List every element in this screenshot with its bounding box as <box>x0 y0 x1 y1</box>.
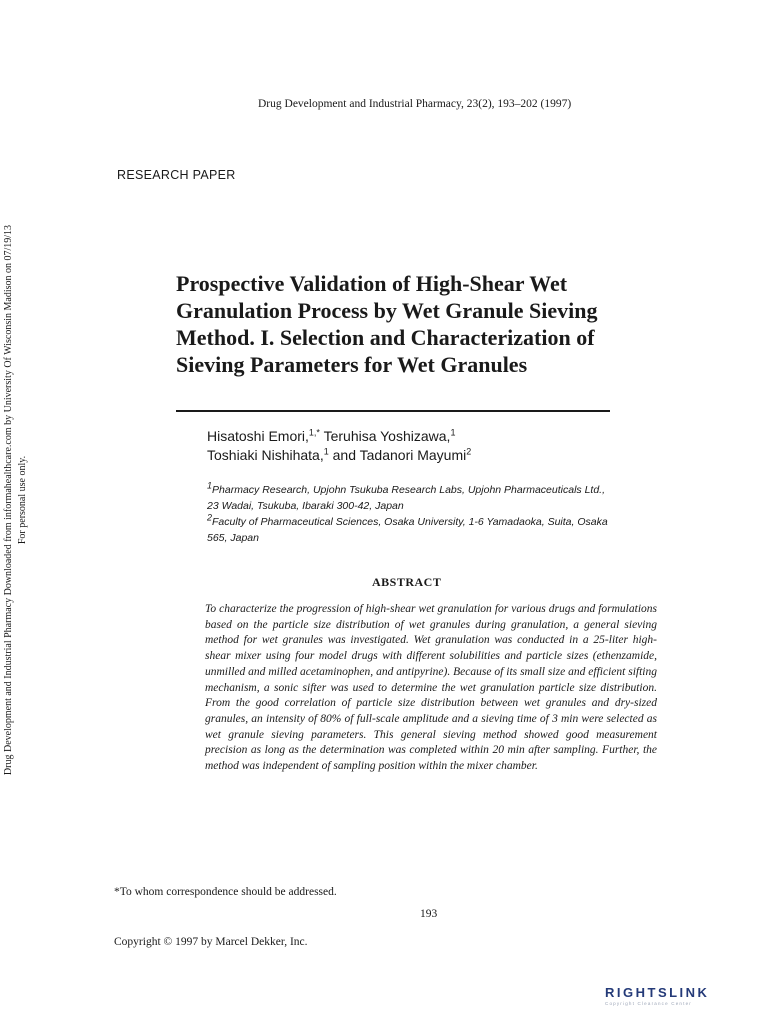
section-label: RESEARCH PAPER <box>117 168 236 182</box>
copyright-notice: Copyright © 1997 by Marcel Dekker, Inc. <box>114 936 308 948</box>
author-list <box>207 427 471 465</box>
correspondence-footnote: *To whom correspondence should be addressed. <box>114 886 337 898</box>
author-nishihata-affiliation-mark: 1 <box>323 446 329 457</box>
rightslink-tagline: Copyright Clearance Center <box>605 1001 692 1006</box>
author-emori: Hisatoshi Emori, <box>207 428 309 444</box>
author-line-2 <box>207 446 471 465</box>
page-number: 193 <box>420 908 438 920</box>
author-yoshizawa-affiliation-mark: 1 <box>450 427 456 438</box>
abstract-text: To characterize the progression of high-shear wet granulation for various drugs and formulations based on the particle size distribution of wet granules during granulation, a general sieving method for wet granules was investigated. Wet granulation was conducted in a 25-liter high-shear mixer using four model drugs with different solubilities and particle sizes (ethenzamide, unmilled and milled acetaminophen, and antipyrine). Because of its small size and efficient sifting mechanism, a sonic sifter was used to determine the wet granulation particle size distribution. From the good correlation of particle size distribution between wet granules and dry-sized granules, an intensity of 80% of full-scale amplitude and a sieving time of 3 min were selected as wet granule sieving parameters. This general sieving method showed good measurement precision as long as the determination was completed within 20 min after sampling. Further, the method was independent of sampling position within the mixer chamber. <box>205 603 657 773</box>
author-mayumi-affiliation-mark: 2 <box>466 446 472 457</box>
side-banner-line2: For personal use only. <box>17 455 28 545</box>
author-emori-affiliation-mark: 1,* <box>308 427 320 438</box>
affiliation-2-text: Faculty of Pharmaceutical Sciences, Osaka University, 1-6 Yamadaoka, Suita, Osaka 565, Japan <box>207 516 608 544</box>
author-mayumi: Tadanori Mayumi <box>359 447 467 463</box>
author-conjunction: and <box>332 447 356 463</box>
side-download-banner <box>2 200 34 800</box>
affiliation-1-text: Pharmacy Research, Upjohn Tsukuba Research Labs, Upjohn Pharmaceuticals Ltd., 23 Wadai, Tsukuba, Ibaraki 300-42, Japan <box>207 484 606 512</box>
rightslink-logo[interactable] <box>605 985 755 1011</box>
affiliations <box>207 482 617 546</box>
abstract-heading: ABSTRACT <box>372 575 442 589</box>
author-line-1 <box>207 427 471 446</box>
author-yoshizawa: Teruhisa Yoshizawa, <box>323 428 451 444</box>
affiliation-2 <box>207 514 617 546</box>
title-divider <box>176 410 610 412</box>
rightslink-logo-text: RIGHTSLINK <box>605 985 710 1000</box>
affiliation-1-mark: 1 <box>207 480 213 491</box>
side-banner-line1: Drug Development and Industrial Pharmacy Downloaded from informahealthcare.com by University Of Wisconsin Madison on 07/19/13 <box>3 224 14 776</box>
paper-title: Prospective Validation of High-Shear Wet Granulation Process by Wet Granule Sieving Method. I. Selection and Characterization of Sieving Parameters for Wet Granules <box>176 271 598 377</box>
author-nishihata: Toshiaki Nishihata, <box>207 447 324 463</box>
affiliation-1 <box>207 482 617 514</box>
journal-header: Drug Development and Industrial Pharmacy, 23(2), 193–202 (1997) <box>258 98 572 110</box>
affiliation-2-mark: 2 <box>207 512 213 523</box>
